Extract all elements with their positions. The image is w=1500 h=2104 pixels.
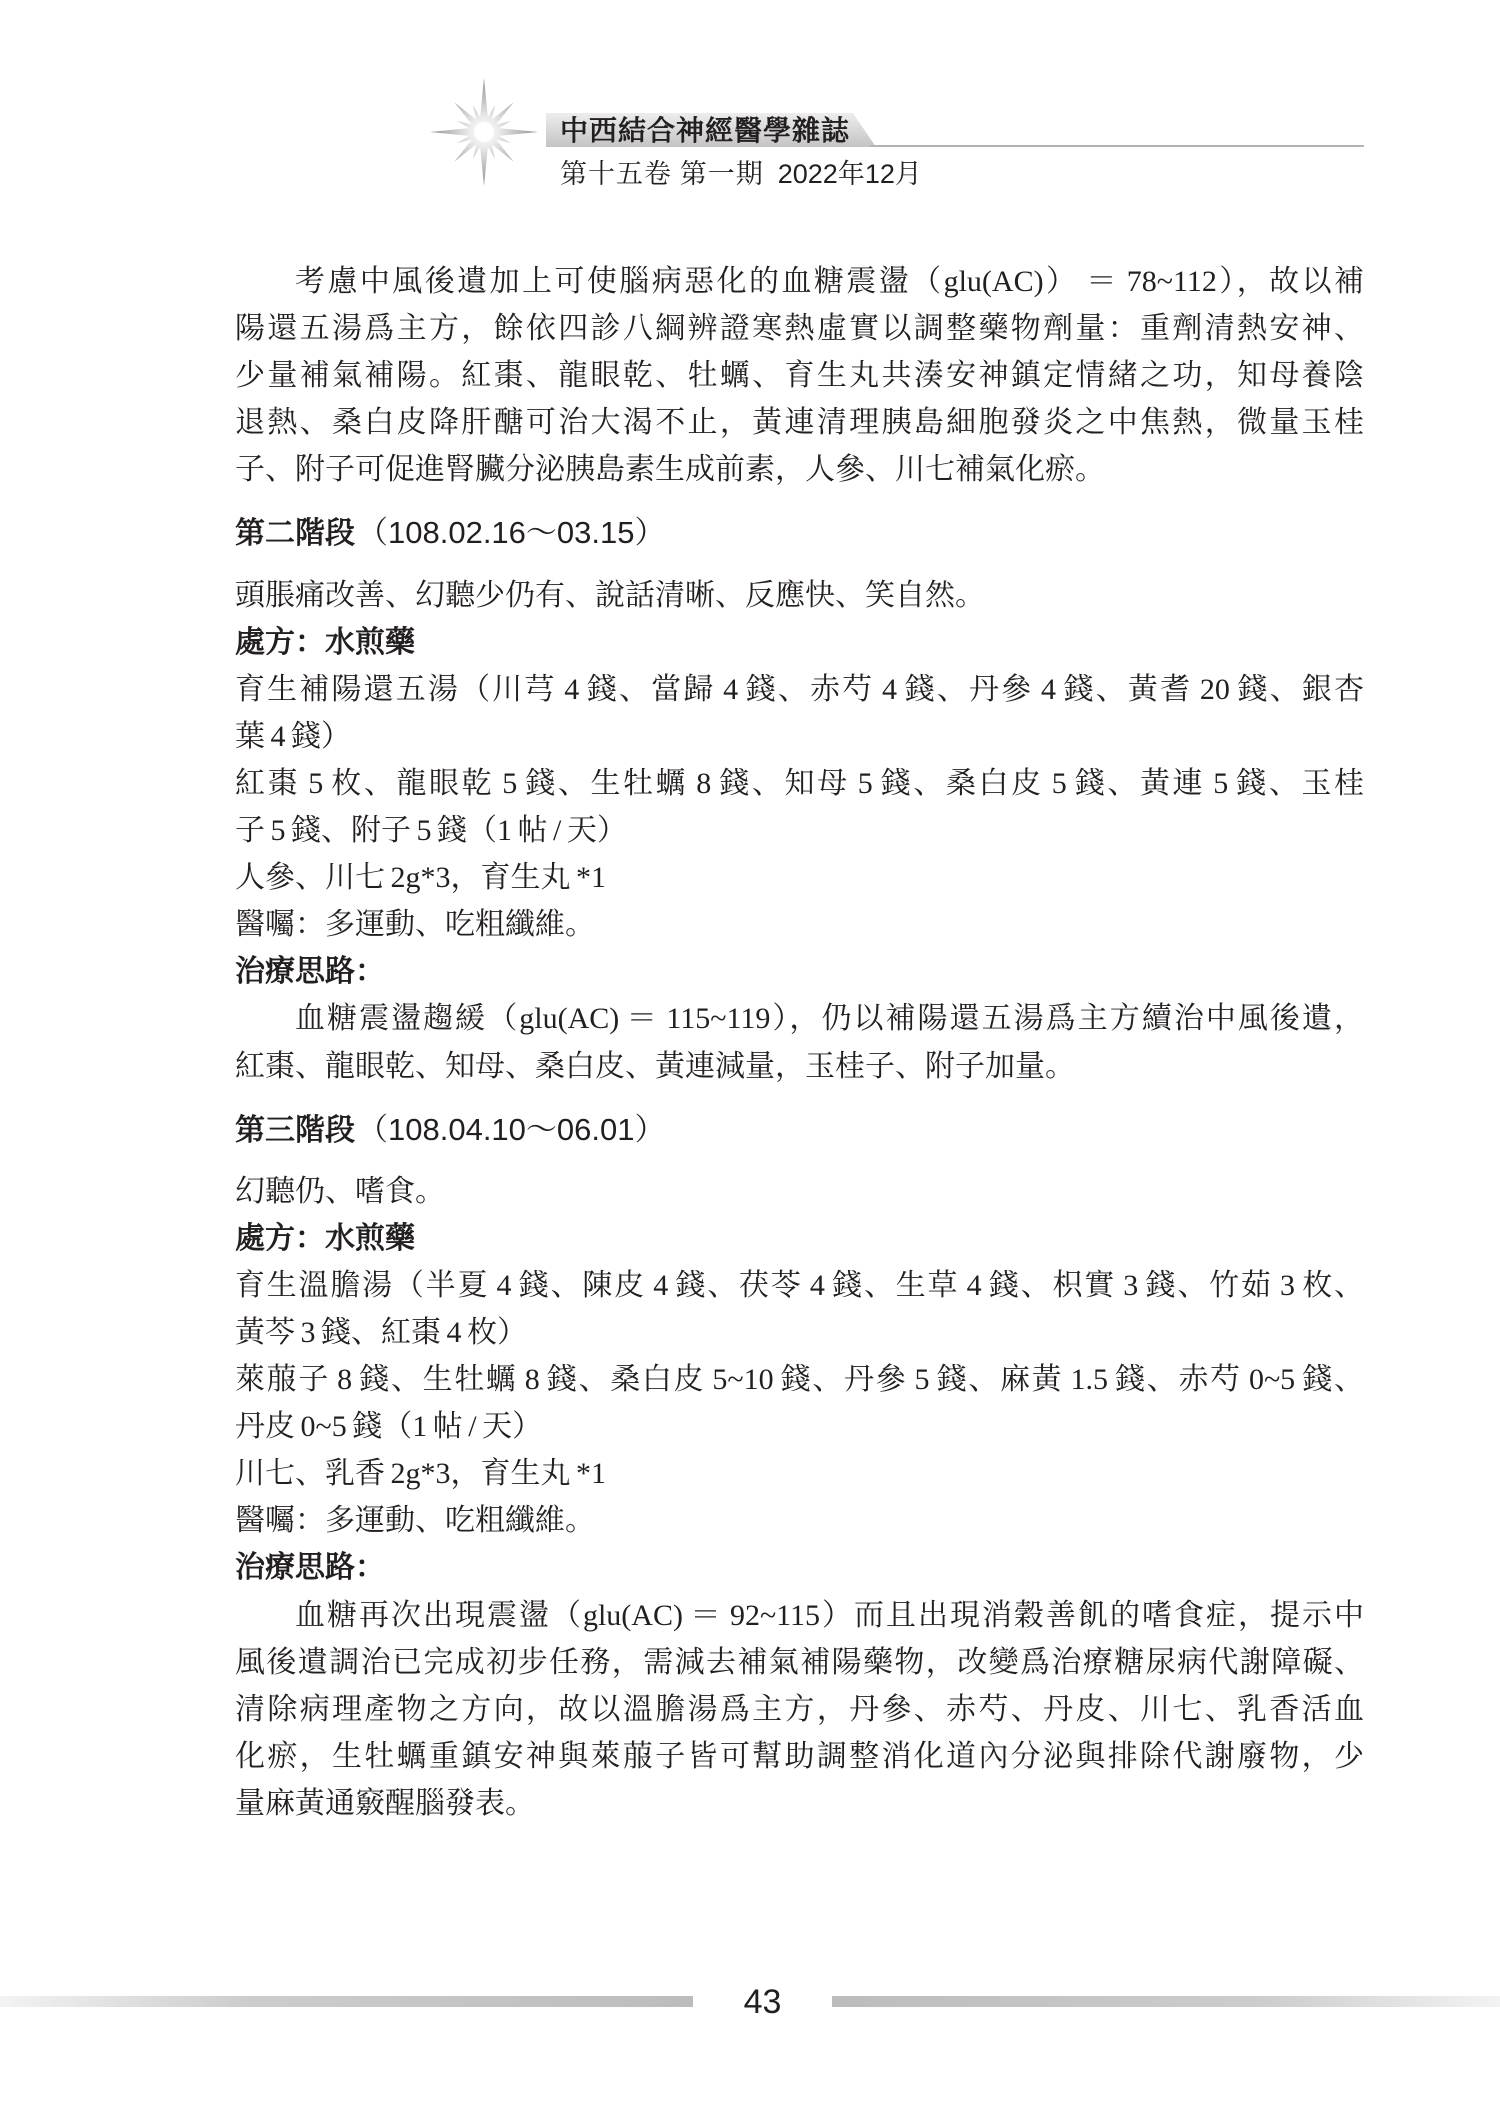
stage3-prescription-line: 丹皮 0~5 錢（1 帖 / 天） (235, 1410, 543, 1444)
stage3-advice: 醫囑：多運動、吃粗纖維。 (235, 1504, 595, 1538)
stage2-symptoms: 頭脹痛改善、幻聽少仍有、說話清晰、反應快、笑自然。 (235, 578, 985, 612)
stage2-prescription-line: 子 5 錢、附子 5 錢（1 帖 / 天） (235, 814, 627, 848)
stage2-prescription-line: 紅棗 5 枚、龍眼乾 5 錢、生牡蠣 8 錢、知母 5 錢、桑白皮 5 錢、黃連 5 錢、玉桂 (235, 766, 1364, 800)
stage3-symptoms: 幻聽仍、嗜食。 (235, 1174, 445, 1208)
intro-line: 陽還五湯爲主方，餘依四診八綱辨證寒熱虛實以調整藥物劑量：重劑清熱安神、 (235, 312, 1364, 346)
stage3-rationale-label: 治療思路： (235, 1550, 385, 1586)
volume-issue: 第十五卷 第一期 (560, 159, 764, 189)
stage3-label: 第三階段 (235, 1112, 355, 1148)
stage2-prescription-line: 人參、川七 2g*3，育生丸 *1 (235, 861, 606, 895)
footer-rule-right (832, 1996, 1500, 2007)
stage3-rationale-line: 清除病理產物之方向，故以溫膽湯爲主方，丹參、赤芍、丹皮、川七、乳香活血 (235, 1692, 1364, 1726)
intro-line: 考慮中風後遺加上可使腦病惡化的血糖震盪（glu(AC)） ＝ 78~112），故以補 (295, 265, 1364, 298)
stage2-rationale-line: 血糖震盪趨緩（glu(AC) ＝ 115~119），仍以補陽還五湯爲主方續治中風後遺， (295, 1002, 1364, 1036)
journal-title: 中西結合神經醫學雜誌 (560, 114, 851, 147)
stage2-label: 第二階段 (235, 516, 355, 552)
stage3-dates: （108.04.10～06.01） (357, 1111, 666, 1147)
stage3-prescription-line: 川七、乳香 2g*3，育生丸 *1 (235, 1457, 606, 1491)
article-body (235, 258, 1364, 1827)
issue-date: 2022年12月 (777, 159, 922, 189)
stage3-prescription-line: 黃芩 3 錢、紅棗 4 枚） (235, 1315, 527, 1349)
stage3-prescription-line: 萊菔子 8 錢、生牡蠣 8 錢、桑白皮 5~10 錢、丹參 5 錢、麻黃 1.5 錢、赤芍 0~5 錢、 (235, 1363, 1364, 1397)
stage2-heading (235, 509, 1364, 556)
stage3-rationale-line: 風後遺調治已完成初步任務，需減去補氣補陽藥物，改變爲治療糖尿病代謝障礙、 (235, 1645, 1364, 1679)
stage3-heading (235, 1106, 1364, 1153)
stage2-prescription-line: 葉 4 錢） (235, 719, 351, 753)
stage2-rationale-label: 治療思路： (235, 954, 385, 990)
stage3-prescription-line: 育生溫膽湯（半夏 4 錢、陳皮 4 錢、茯苓 4 錢、生草 4 錢、枳實 3 錢、竹茹 3 枚、 (235, 1268, 1364, 1302)
stage2-prescription-line: 育生補陽還五湯（川芎 4 錢、當歸 4 錢、赤芍 4 錢、丹參 4 錢、黃耆 20 錢、銀杏 (235, 672, 1364, 706)
stage2-prescription-label: 處方：水煎藥 (235, 624, 415, 660)
stage3-rationale-line: 量麻黃通竅醒腦發表。 (235, 1786, 535, 1820)
issue-info (560, 156, 922, 192)
stage2-dates: （108.02.16～03.15） (357, 515, 666, 551)
stage2-advice: 醫囑：多運動、吃粗纖維。 (235, 908, 595, 942)
page-number: 43 (743, 1983, 782, 2021)
intro-line: 退熱、桑白皮降肝醣可治大渴不止，黃連清理胰島細胞發炎之中焦熱，微量玉桂 (235, 406, 1364, 440)
header-rule (870, 145, 1364, 147)
intro-paragraph (235, 258, 1364, 493)
footer-rule-left (0, 1996, 693, 2007)
starburst-icon (428, 76, 540, 188)
intro-line: 少量補氣補陽。紅棗、龍眼乾、牡蠣、育生丸共湊安神鎮定情緒之功，知母養陰 (235, 359, 1364, 393)
intro-line: 子、附子可促進腎臟分泌胰島素生成前素，人參、川七補氣化瘀。 (235, 453, 1105, 487)
stage3-rationale-line: 化瘀，生牡蠣重鎮安神與萊菔子皆可幫助調整消化道內分泌與排除代謝廢物，少 (235, 1739, 1364, 1773)
stage3-prescription-label: 處方：水煎藥 (235, 1220, 415, 1256)
stage3-rationale-line: 血糖再次出現震盪（glu(AC) ＝ 92~115）而且出現消穀善飢的嗜食症，提示中 (295, 1598, 1364, 1632)
stage2-rationale-line: 紅棗、龍眼乾、知母、桑白皮、黃連減量，玉桂子、附子加量。 (235, 1049, 1075, 1083)
